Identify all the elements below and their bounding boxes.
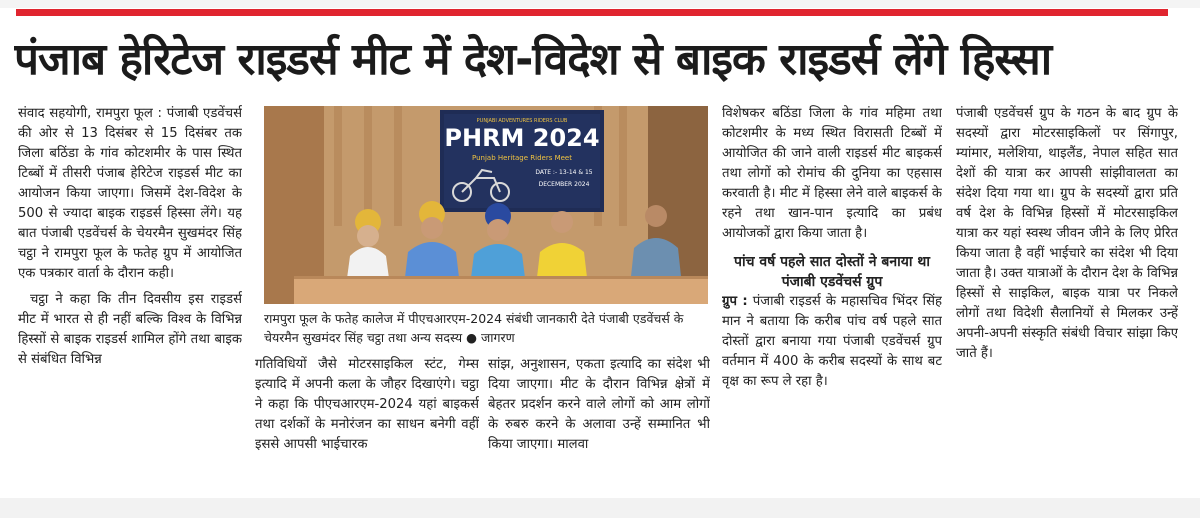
col3-text: सांझ, अनुशासन, एकता इत्यादि का संदेश भी दिया जाएगा। मीट के दौरान विभिन्न क्षेत्रों में बेहतर प्रदर्शन करने वाले लोगों को आम लोगों के रुबरु करने के अलावा उन्हें सम्मानित भी किया जाएगा। मालवा: [488, 357, 710, 452]
banner-dates: DATE :- 13-14 & 15: [535, 169, 593, 176]
col1-paragraph-1: संवाद सहयोगी, रामपुरा फूल : पंजाबी एडवेंचर्स की ओर से 13 दिसंबर से 15 दिसंबर तक जिला बठिंडा के गांव कोटशमीर के पास स्थित टिब्बों में तीसरी पंजाब हेरिटेज राइडर्स मीट का आयोजन किया जाएगा। जिसमें देश-विदेश के 500 से ज्यादा बाइक राइडर्स हिस्सा लेंगे। यह बात पंजाबी एडवेंचर्स के चेयरमैन सुखमंदर सिंह चट्ठा ने रामपुरा फूल के फतेह ग्रुप में आयोजित एक पत्रकार वार्ता के दौरान कही।: [18, 106, 242, 281]
article-column-2: [255, 355, 479, 495]
col2-text: गतिविधियों जैसे मोटरसाइकिल स्टंट, गेम्स इत्यादि में अपनी कला के जौहर दिखाएंगे। चट्ठा ने कहा कि पीएचआरएम-2024 यहां बाइकर्स तथा दर्शकों के मनोरंजन का साधन बनेगी वहीं इससे आपसी भाईचारक: [255, 357, 479, 452]
photo-caption: रामपुरा फूल के फतेह कालेज में पीएचआरएम-2024 संबंधी जानकारी देते पंजाबी एडवेंचर्स के चेयरमैन सुखमंदर सिंह चट्ठा तथा अन्य सदस्य ● जागरण: [264, 311, 684, 345]
col1-paragraph-2: चट्ठा ने कहा कि तीन दिवसीय इस राइडर्स मीट में भारत से ही नहीं बल्कि विश्व के विभिन्न हिस्सों से बाइक राइडर्स शामिल होंगे तथा बाइक से संबंधित विभिन्न: [18, 292, 242, 367]
banner-small-text: PUNJABI ADVENTURES RIDERS CLUB: [476, 118, 568, 124]
red-rule: [16, 9, 1168, 16]
col4-paragraph-2: पंजाबी राइडर्स के महासचिव भिंदर सिंह मान ने बताया कि करीब पांच वर्ष पहले सात दोस्तों द्वारा बनाया गया पंजाबी एडवेंचर्स ग्रुप वर्तमान में 400 के करीब सदस्यों के साथ बट वृक्ष का रूप ले रहा है।: [722, 294, 942, 389]
page-top-strip: [0, 0, 1200, 8]
col4-paragraph-1: विशेषकर बठिंडा जिला के गांव महिमा तथा कोटशमीर के मध्य स्थित विरासती टिब्बों में आयोजित की जाने वाली राइडर्स मीट बाइकर्स तथा लोगों को रोमांच की दुनिया का एहसास करवाती है। मीट में हिस्सा लेने वाले बाइकर्स के रहने तथा खान-पान इत्यादि का प्रबंध आयोजकों द्वारा किया जाता है।: [722, 106, 942, 241]
banner-title: PHRM 2024: [444, 124, 600, 152]
article-column-3: [488, 355, 710, 495]
col4-lead: ग्रुप :: [722, 294, 748, 309]
col5-text: पंजाबी एडवेंचर्स ग्रुप के गठन के बाद ग्रुप के सदस्यों द्वारा मोटरसाइकिलों पर सिंगापुर, म्यांमार, मलेशिया, थाइलैंड, नेपाल सहित सात देशों की यात्रा कर आपसी सांझीवालता का संदेश दिया गया था। ग्रुप के सदस्यों द्वारा प्रति वर्ष देश के विभिन्न हिस्सों में मोटरसाइकिल यात्रा कर यहां स्वस्थ जीवन जीने के लिए प्रेरित किया जाता है वहीं भाईचारे का संदेश भी दिया जाता है। उक्त यात्राओं के दौरान देश के विभिन्न हिस्सों से साइकिल, बाइक यात्रा पर निकले लोगों तथा विदेशी सैलानियों से मिलकर उन्हें अपनी-अपनी संस्कृति संबंधी विचार सांझा किए जाते हैं।: [956, 106, 1178, 361]
col4-subheading: पांच वर्ष पहले सात दोस्तों ने बनाया था पंजाबी एडवेंचर्स ग्रुप: [734, 254, 930, 290]
article-column-4: [722, 104, 942, 496]
banner-month: DECEMBER 2024: [538, 181, 590, 188]
press-conference-photo: [264, 106, 708, 304]
banner-subtitle: Punjab Heritage Riders Meet: [472, 154, 572, 162]
headline: पंजाब हेरिटेज राइडर्स मीट में देश-विदेश से बाइक राइडर्स लेंगे हिस्सा: [14, 34, 1052, 85]
article-column-5: [956, 104, 1178, 496]
page-bottom-edge: [0, 498, 1200, 518]
article-column-1: [18, 104, 242, 496]
